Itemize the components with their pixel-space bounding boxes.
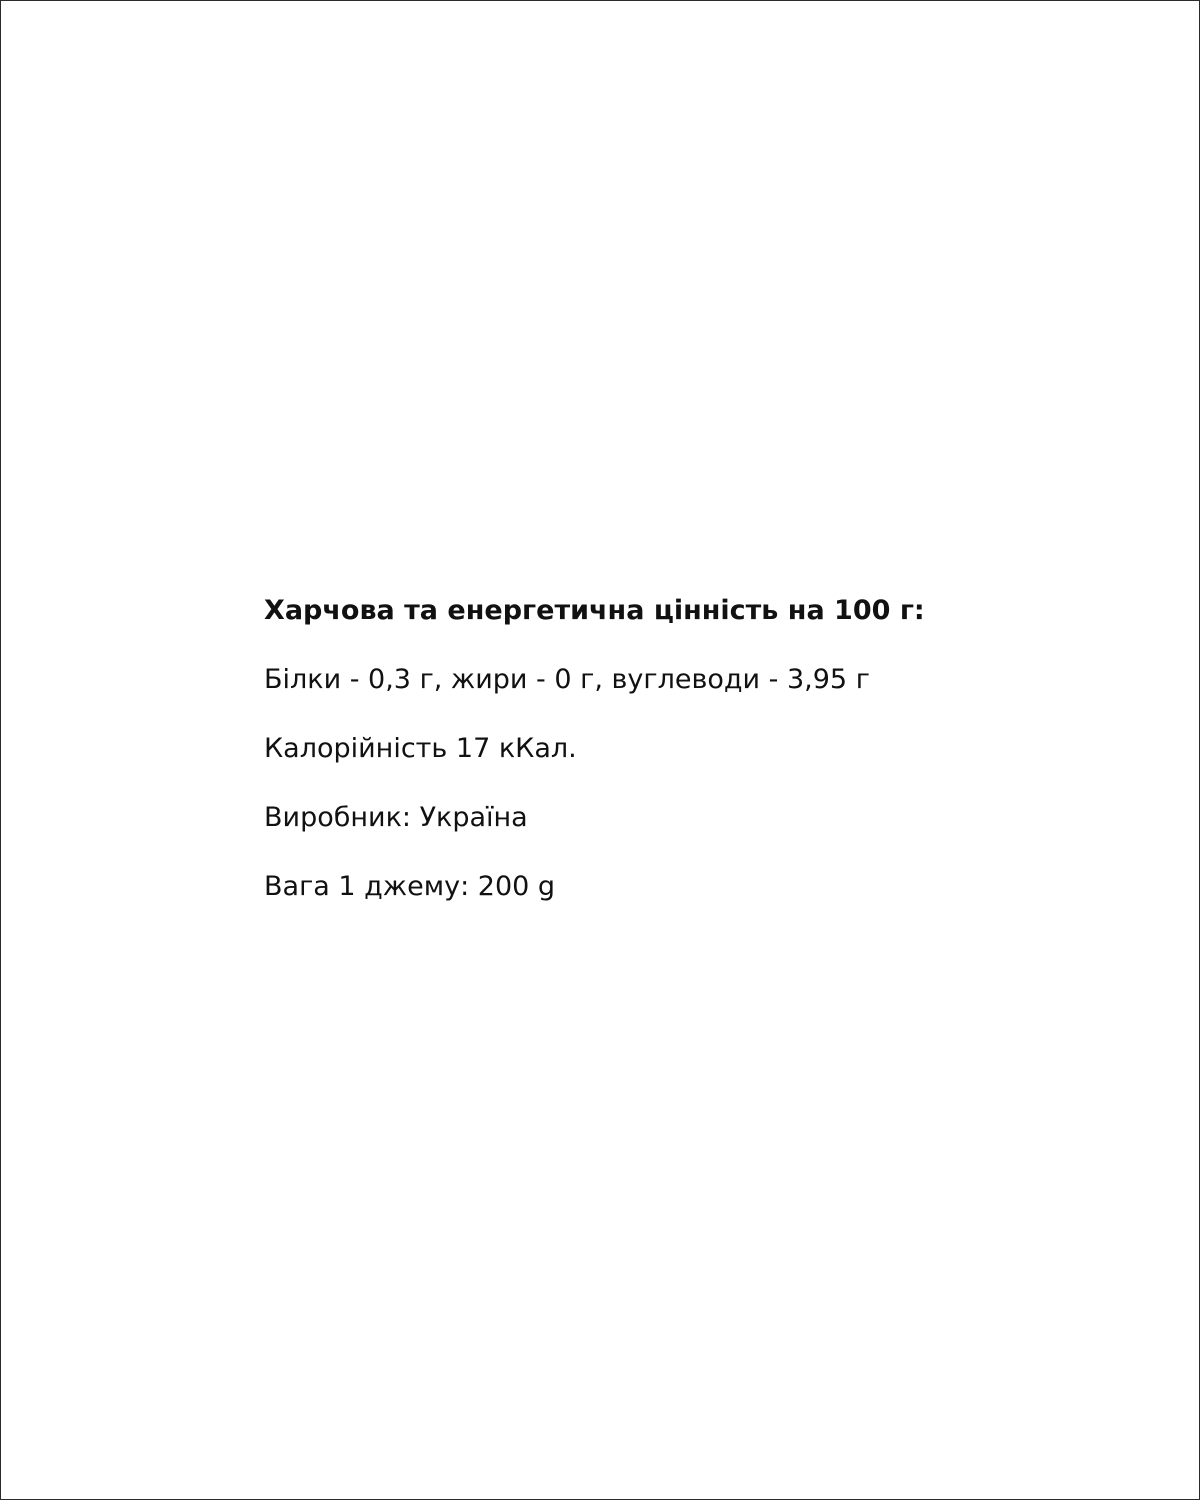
nutrition-heading: Харчова та енергетична цінність на 100 г: [264,595,925,626]
weight-line: Вага 1 джему: 200 g [264,871,556,902]
calories-line: Калорійність 17 кКал. [264,733,577,764]
producer-line: Виробник: Україна [264,802,528,833]
nutrition-info-block [264,587,1124,932]
macros-line: Білки - 0,3 г, жири - 0 г, вуглеводи - 3,95 г [264,664,870,695]
